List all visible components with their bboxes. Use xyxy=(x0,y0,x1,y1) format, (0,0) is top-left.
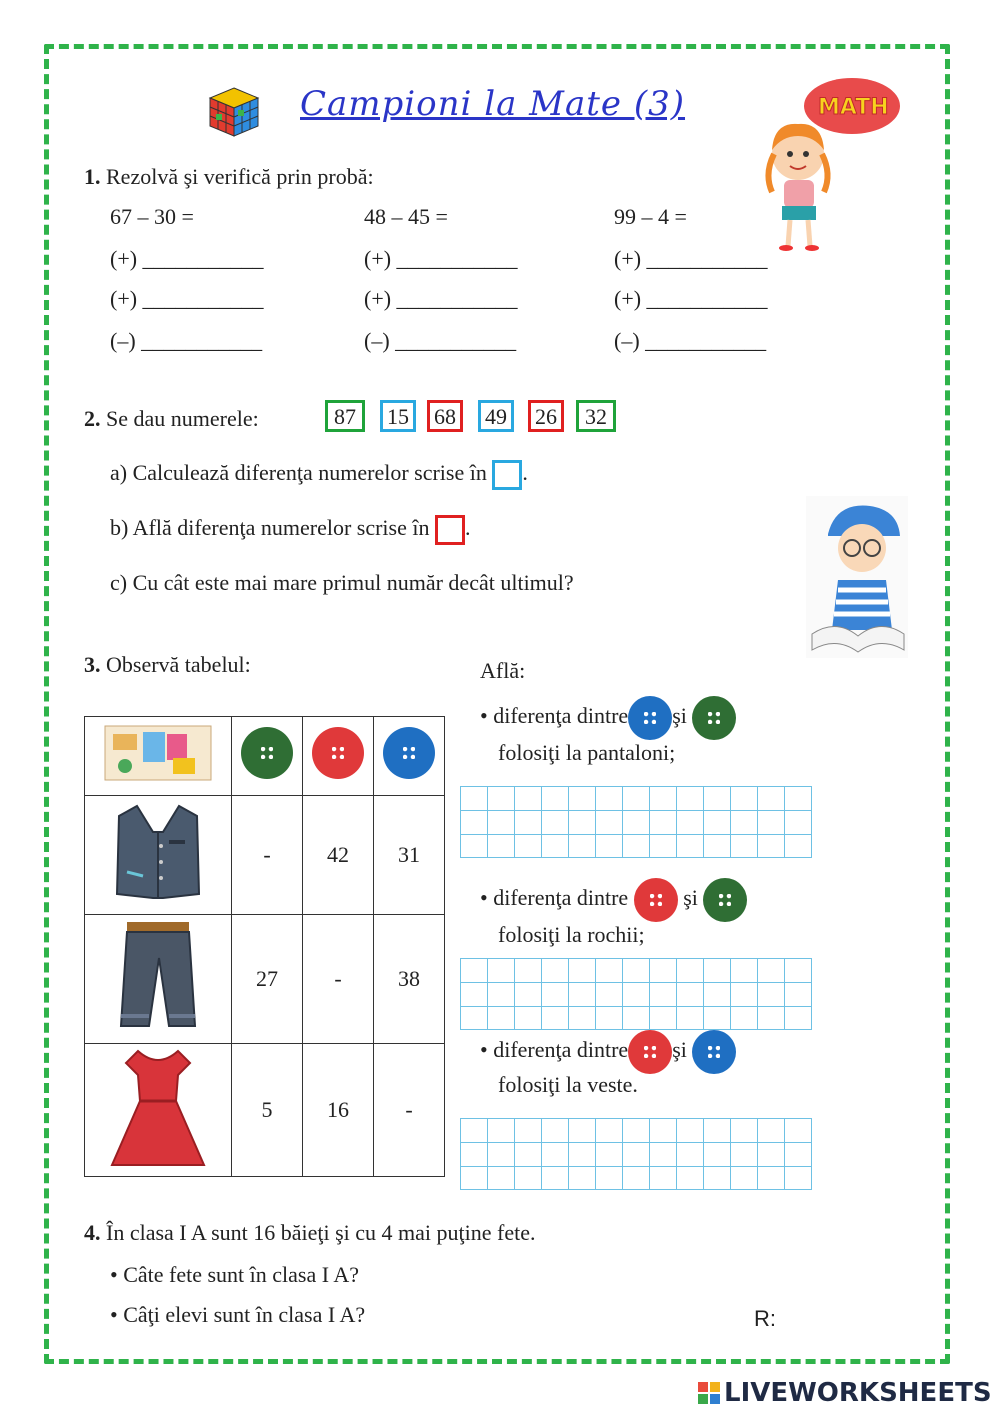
boy-reading-illustration xyxy=(806,496,908,663)
ex3-q3-line2: folosiţi la veste. xyxy=(498,1072,638,1097)
dress-blue-count: - xyxy=(374,1044,445,1177)
ex3-number: 3. xyxy=(84,652,101,677)
number-box-2: 15 xyxy=(380,400,416,432)
ex4-heading xyxy=(84,1220,536,1246)
ex2-question-a xyxy=(110,460,528,490)
ex3-q1-line1 xyxy=(480,696,736,740)
pants-green-count: 27 xyxy=(232,915,303,1044)
ex1-col2-line1[interactable]: (+) ___________ xyxy=(364,246,518,271)
ex3-q3-text: • diferenţa dintre xyxy=(480,1037,629,1063)
ex1-col1-line2[interactable]: (+) ___________ xyxy=(110,286,264,311)
ex1-col3-line2[interactable]: (+) ___________ xyxy=(614,286,768,311)
pants-blue-count: 38 xyxy=(374,915,445,1044)
dress-green-count: 5 xyxy=(232,1044,303,1177)
ex3-q2-line1 xyxy=(480,878,747,922)
table-header-row xyxy=(85,717,445,796)
answer-grid-2[interactable] xyxy=(460,958,812,1030)
ex3-q2-and: şi xyxy=(683,885,698,911)
ex3-q2-line2: folosiţi la rochii; xyxy=(498,922,645,947)
liveworksheets-logo: LIVEWORKSHEETS xyxy=(724,1378,992,1408)
number-box-1: 87 xyxy=(325,400,365,432)
ex3-q1-and: şi xyxy=(672,703,687,729)
dress-cell xyxy=(85,1044,232,1177)
sewing-kit-icon xyxy=(103,722,213,784)
green-button-header xyxy=(232,717,303,796)
ex2-instruction: Se dau numerele: xyxy=(106,406,259,431)
liveworksheets-logo-icon xyxy=(698,1382,720,1404)
vest-blue-count: 31 xyxy=(374,796,445,915)
dress-red-count: 16 xyxy=(303,1044,374,1177)
number-box-3: 68 xyxy=(427,400,463,432)
ex1-col3-line3[interactable]: (–) ___________ xyxy=(614,328,767,353)
pants-red-count: - xyxy=(303,915,374,1044)
ex1-col1-expr: 67 – 30 = xyxy=(110,204,194,229)
ex1-col3-line1[interactable]: (+) ___________ xyxy=(614,246,768,271)
number-box-6: 32 xyxy=(576,400,616,432)
ex2-question-b xyxy=(110,515,470,545)
number-box-5: 26 xyxy=(528,400,564,432)
red-button-icon xyxy=(634,878,678,922)
blue-button-icon xyxy=(692,1030,736,1074)
ex1-col2-line2[interactable]: (+) ___________ xyxy=(364,286,518,311)
answer-grid-1[interactable] xyxy=(460,786,812,858)
red-button-header xyxy=(303,717,374,796)
ex4-question-1: • Câte fete sunt în clasa I A? xyxy=(110,1262,360,1287)
ex2-question-c: c) Cu cât este mai mare primul număr decât ultimul? xyxy=(110,570,574,595)
ex1-col3-expr: 99 – 4 = xyxy=(614,204,687,229)
ex1-number: 1. xyxy=(84,164,101,189)
red-box-swatch xyxy=(435,515,465,545)
ex4-question-2: • Câţi elevi sunt în clasa I A? xyxy=(110,1302,366,1327)
vest-green-count: - xyxy=(232,796,303,915)
math-bubble-text: MATH xyxy=(818,95,889,120)
ex2-question-b-text: b) Află diferenţa numerelor scrise în xyxy=(110,515,430,541)
pants-icon xyxy=(113,918,203,1034)
pants-cell xyxy=(85,915,232,1044)
blue-box-swatch xyxy=(492,460,522,490)
table-row xyxy=(85,796,445,915)
ex3-q3-and: şi xyxy=(672,1037,687,1063)
dress-icon xyxy=(108,1045,208,1169)
page-title: Campioni la Mate (3) xyxy=(300,84,686,124)
ex2-question-a-text: a) Calculează diferenţa numerelor scrise în xyxy=(110,460,487,486)
rubiks-cube-icon xyxy=(206,84,262,145)
number-box-4: 49 xyxy=(478,400,514,432)
ex1-instruction: Rezolvă şi verifică prin probă: xyxy=(106,164,374,189)
ex3-q1-text: • diferenţa dintre xyxy=(480,703,629,729)
ex3-instruction: Observă tabelul: xyxy=(106,652,251,677)
ex3-heading xyxy=(84,652,251,678)
blue-button-icon xyxy=(383,727,435,779)
ex3-q1-line2: folosiţi la pantaloni; xyxy=(498,740,676,765)
green-button-icon xyxy=(241,727,293,779)
blue-button-icon xyxy=(628,696,672,740)
vest-icon xyxy=(113,802,203,902)
green-button-icon xyxy=(692,696,736,740)
blue-button-header xyxy=(374,717,445,796)
table-row xyxy=(85,1044,445,1177)
answer-label[interactable]: R: xyxy=(754,1306,776,1331)
ex1-col2-expr: 48 – 45 = xyxy=(364,204,448,229)
buttons-table xyxy=(84,716,445,1177)
ex1-col2-line3[interactable]: (–) ___________ xyxy=(364,328,517,353)
green-button-icon xyxy=(703,878,747,922)
ex2-number: 2. xyxy=(84,406,101,431)
vest-cell xyxy=(85,796,232,915)
sewing-kit-cell xyxy=(85,717,232,796)
ex1-heading xyxy=(84,164,374,190)
table-row xyxy=(85,915,445,1044)
ex3-q3-line1 xyxy=(480,1030,736,1074)
ex4-statement: În clasa I A sunt 16 băieţi şi cu 4 mai puţine fete. xyxy=(106,1220,536,1245)
ex2-question-a-dot: . xyxy=(522,460,528,486)
ex2-question-b-dot: . xyxy=(464,515,471,541)
ex4-number: 4. xyxy=(84,1220,101,1245)
vest-red-count: 42 xyxy=(303,796,374,915)
answer-grid-3[interactable] xyxy=(460,1118,812,1190)
ex3-afla-label: Află: xyxy=(480,658,526,683)
red-button-icon xyxy=(628,1030,672,1074)
ex2-heading xyxy=(84,406,259,432)
ex1-col1-line1[interactable]: (+) ___________ xyxy=(110,246,264,271)
girl-math-illustration xyxy=(760,74,910,259)
ex1-col1-line3[interactable]: (–) ___________ xyxy=(110,328,263,353)
red-button-icon xyxy=(312,727,364,779)
ex3-q2-text: • diferenţa dintre xyxy=(480,885,629,911)
